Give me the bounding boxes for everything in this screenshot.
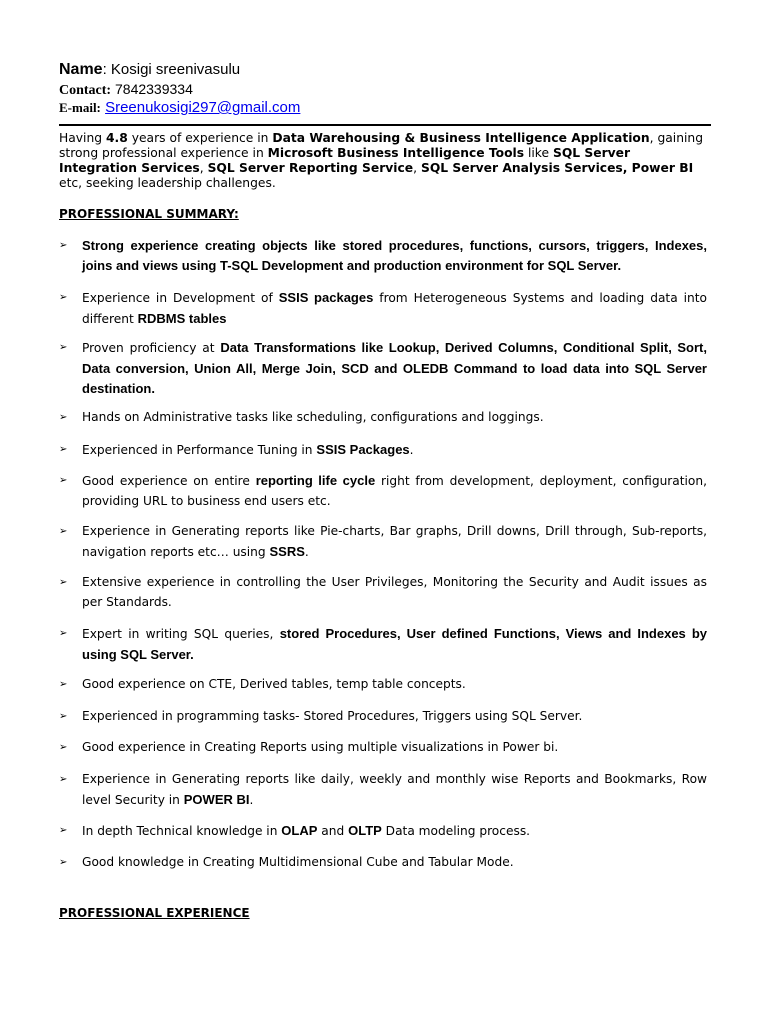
- list-item-text: [82, 440, 707, 461]
- bullet-arrow-icon: ➢: [59, 742, 68, 753]
- list-item-text: Experienced in programming tasks- Stored Procedures, Triggers using SQL Server.: [82, 709, 583, 723]
- list-item-text: [82, 338, 707, 400]
- email-label: E-mail:: [59, 100, 101, 115]
- email-link[interactable]: Sreenukosigi297@gmail.com: [105, 99, 301, 116]
- name-value: : Kosigi sreenivasulu: [102, 61, 241, 78]
- intro-tools: Microsoft Business Intelligence Tools: [267, 146, 525, 160]
- intro-text: Having: [59, 131, 106, 145]
- text-run: and: [317, 824, 349, 838]
- list-item-text: Good experience on CTE, Derived tables, temp table concepts.: [82, 677, 466, 691]
- text-run: In depth Technical knowledge in: [82, 824, 282, 838]
- name-label: Name: [59, 61, 103, 78]
- bullet-arrow-icon: ➢: [59, 857, 68, 868]
- list-item-text: Good experience in Creating Reports using multiple visualizations in Power bi.: [82, 740, 559, 754]
- list-item-text: [82, 821, 707, 842]
- text-run-bold: SSIS Packages: [316, 442, 410, 457]
- list-item: [59, 770, 707, 810]
- list-item: [59, 821, 707, 842]
- text-run-bold: SSRS: [269, 543, 305, 559]
- text-run: from Heterogeneous Systems and loading data into different: [82, 291, 707, 326]
- list-item: [59, 707, 707, 727]
- list-item: [59, 408, 707, 428]
- intro-domain: Data Warehousing & Business Intelligence Application: [272, 131, 650, 145]
- bullet-arrow-icon: ➢: [59, 711, 68, 722]
- text-run-bold: reporting life cycle: [255, 473, 376, 488]
- intro-years: 4.8: [105, 131, 128, 145]
- intro-text: etc, seeking leadership challenges.: [59, 176, 276, 190]
- contact-value: 7842339334: [115, 81, 193, 97]
- text-run: .: [304, 544, 309, 559]
- intro-text: years of experience in: [127, 131, 273, 145]
- list-item-text: [82, 624, 707, 665]
- text-run: Experienced in Performance Tuning in: [82, 443, 317, 457]
- bullet-arrow-icon: ➢: [59, 774, 68, 785]
- bullet-arrow-icon: ➢: [59, 628, 68, 639]
- text-run-bold: OLAP: [281, 823, 318, 838]
- list-item-text: Extensive experience in controlling the User Privileges, Monitoring the Security and Audit issues as per Standards.: [82, 575, 707, 609]
- text-run: right from development, deployment, configuration, providing URL to business end users etc.: [82, 474, 707, 508]
- text-run-bold: RDBMS tables: [137, 310, 227, 326]
- bullet-arrow-icon: ➢: [59, 240, 68, 251]
- contact-line: [59, 81, 193, 99]
- text-run: Good experience on entire: [82, 474, 256, 488]
- list-item: [59, 236, 707, 275]
- list-item-text: [82, 471, 707, 511]
- text-run: Experience in Generating reports like daily, weekly and monthly wise Reports and Bookmarks, Row level Security in: [82, 772, 707, 807]
- bullet-arrow-icon: ➢: [59, 444, 68, 455]
- intro-text: ,: [199, 161, 208, 175]
- text-run: Experience in Generating reports like Pie-charts, Bar graphs, Drill downs, Drill through, Sub-reports, navigation reports etc… using: [82, 524, 707, 559]
- bullet-arrow-icon: ➢: [59, 292, 68, 303]
- professional-summary-heading: PROFESSIONAL SUMMARY:: [59, 207, 239, 221]
- list-item: [59, 573, 707, 612]
- intro-ssas: SQL Server Analysis Services, Power BI: [420, 161, 694, 175]
- bullet-arrow-icon: ➢: [59, 825, 68, 836]
- list-item-text: Strong experience creating objects like stored procedures, functions, cursors, triggers, Indexes, joins and views using T-SQL Development and production environment for SQL Server.: [82, 238, 707, 273]
- bullet-arrow-icon: ➢: [59, 577, 68, 588]
- text-run-bold: POWER BI: [183, 791, 250, 807]
- text-run: .: [409, 443, 414, 457]
- professional-experience-heading: PROFESSIONAL EXPERIENCE: [59, 906, 250, 920]
- intro-ssis: SQL Server Integration Services: [59, 146, 631, 175]
- list-item: [59, 471, 707, 511]
- intro-paragraph: [59, 131, 709, 191]
- contact-label: Contact:: [59, 83, 112, 98]
- list-item-text: [82, 288, 707, 329]
- text-run: Experience in Development of: [82, 291, 279, 305]
- text-run: Expert in writing SQL queries,: [82, 627, 280, 641]
- text-run: .: [249, 792, 254, 807]
- intro-ssrs: SQL Server Reporting Service: [207, 161, 414, 175]
- header-divider: [59, 124, 711, 126]
- list-item-text: Good knowledge in Creating Multidimensional Cube and Tabular Mode.: [82, 855, 514, 869]
- intro-text: , gaining strong professional experience in: [59, 131, 704, 160]
- list-item: [59, 522, 707, 562]
- name-line: [59, 61, 240, 79]
- list-item: [59, 440, 707, 461]
- list-item-text: [82, 522, 707, 562]
- text-run-bold: SSIS packages: [278, 290, 374, 305]
- bullet-arrow-icon: ➢: [59, 679, 68, 690]
- text-run: Proven proficiency at: [82, 341, 221, 355]
- bullet-arrow-icon: ➢: [59, 475, 68, 486]
- list-item: [59, 675, 707, 695]
- text-run-bold: Data Transformations like Lookup, Derived Columns, Conditional Split, Sort, Data conversion, Union All, Merge Join, SCD and OLEDB Command to load data into SQL Server destination.: [82, 340, 707, 396]
- text-run-bold: stored Procedures, User defined Functions, Views and Indexes by using SQL Server.: [82, 626, 707, 662]
- list-item-text: [82, 770, 707, 810]
- list-item: [59, 624, 707, 665]
- list-item: [59, 738, 707, 758]
- bullet-arrow-icon: ➢: [59, 342, 68, 353]
- list-item: [59, 288, 707, 329]
- bullet-arrow-icon: ➢: [59, 412, 68, 423]
- bullet-arrow-icon: ➢: [59, 526, 68, 537]
- text-run-bold: OLTP: [348, 823, 382, 838]
- list-item: [59, 853, 707, 873]
- email-line: [59, 99, 300, 116]
- intro-text: ,: [413, 161, 421, 175]
- list-item: [59, 338, 707, 400]
- text-run: Data modeling process.: [381, 824, 531, 838]
- intro-text: like: [524, 146, 553, 160]
- list-item-text: Hands on Administrative tasks like scheduling, configurations and loggings.: [82, 410, 544, 424]
